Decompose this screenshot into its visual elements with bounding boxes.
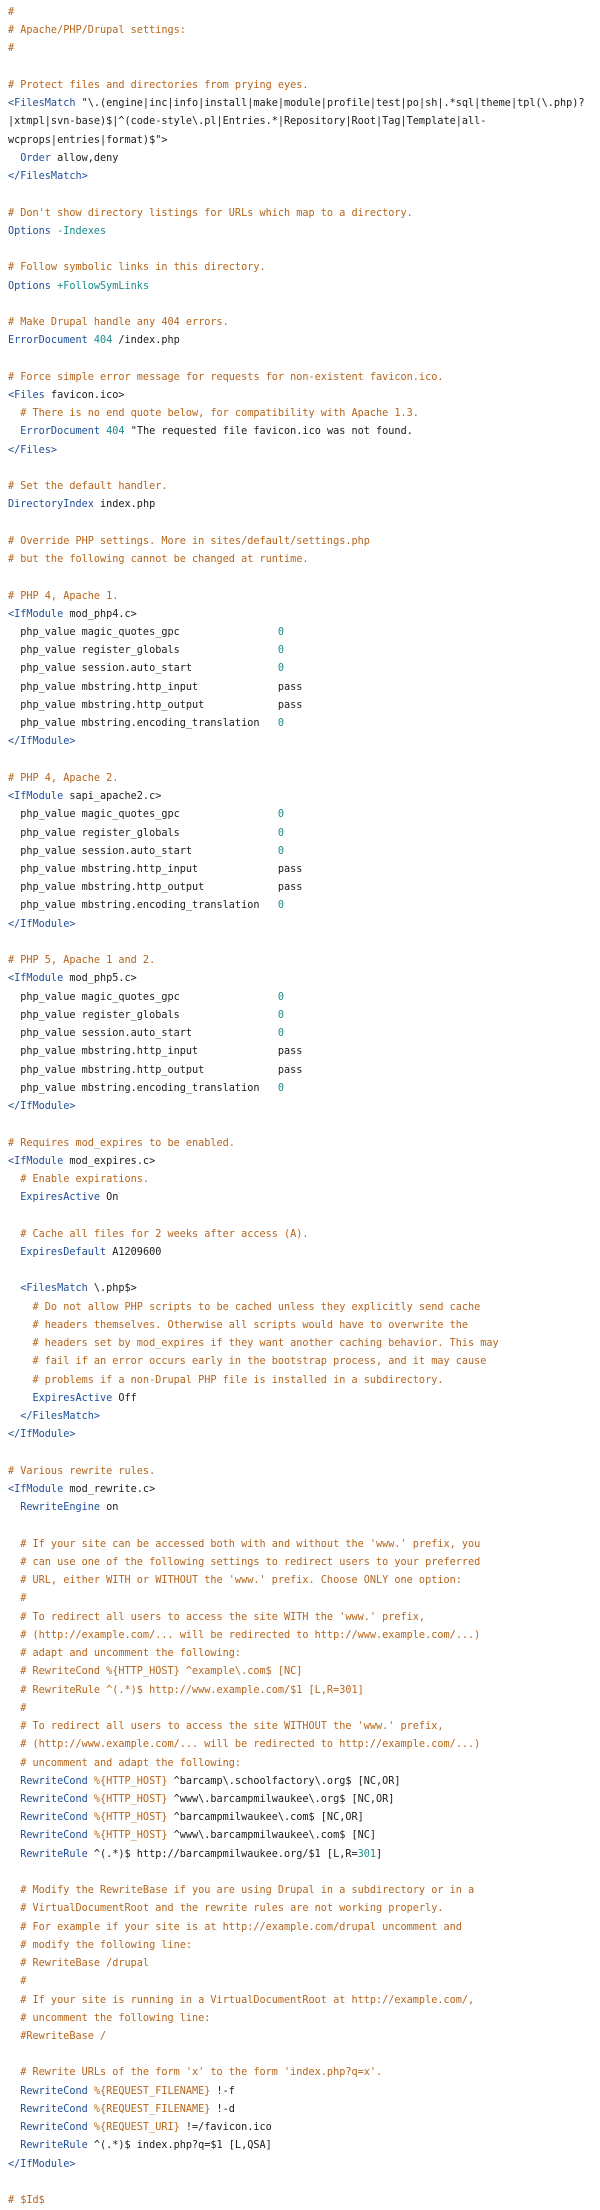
number-token: 301	[357, 1848, 377, 1860]
number-token: 404	[100, 426, 125, 438]
text-token: php_value session.auto_start	[8, 663, 278, 675]
number-token: 0	[277, 663, 285, 675]
number-token: 0	[277, 718, 285, 730]
code-line	[8, 405, 598, 423]
text-token: php_value mbstring.http_output pass	[8, 882, 303, 894]
directive-token: ExpiresActive	[8, 1392, 113, 1404]
comment-token: # Protect files and directories from prying eyes.	[8, 79, 309, 91]
code-line	[8, 496, 598, 514]
comment-token: #	[8, 1976, 27, 1988]
text-token: |xtmpl|svn-base)$|^(code-style\.pl|Entries.*|Repository|Root|Tag|Template|all-	[8, 116, 487, 128]
comment-token: #	[8, 43, 15, 55]
code-line	[8, 588, 598, 606]
code-line	[8, 2028, 598, 2046]
directive-token: Options	[8, 280, 51, 292]
text-token: php_value mbstring.http_input pass	[8, 1046, 303, 1058]
comment-token: # Override PHP settings. More in sites/default/settings.php	[8, 535, 370, 547]
code-line	[8, 970, 598, 988]
text-token: php_value mbstring.http_input pass	[8, 681, 303, 693]
directive-token: <IfModule	[8, 791, 64, 803]
comment-token: %{REQUEST_FILENAME}	[87, 2103, 211, 2115]
comment-token: %{HTTP_HOST}	[87, 1775, 168, 1787]
directive-token: RewriteCond	[8, 2103, 88, 2115]
code-line	[8, 132, 598, 150]
comment-token: # Do not allow PHP scripts to be cached unless they explicitly send cache	[8, 1301, 481, 1313]
code-line	[8, 4, 598, 22]
comment-token: %{HTTP_HOST}	[87, 1812, 168, 1824]
comment-token: # fail if an error occurs early in the bootstrap process, and it may cause	[8, 1356, 487, 1368]
number-token: 0	[277, 900, 285, 912]
code-line	[8, 1572, 598, 1590]
code-line	[8, 1426, 598, 1444]
text-token: !-d	[210, 2103, 235, 2115]
comment-token: # Enable expirations.	[8, 1174, 150, 1185]
comment-token: # headers set by mod_expires if they want another caching behavior. This may	[8, 1338, 499, 1350]
comment-token: #RewriteBase /	[8, 2031, 107, 2043]
code-line	[8, 2137, 598, 2155]
comment-token: #	[8, 1702, 27, 1714]
number-token: 0	[277, 1082, 285, 1094]
comment-token: #	[8, 1593, 27, 1605]
code-line	[8, 825, 598, 843]
code-line	[8, 806, 598, 824]
code-line	[8, 59, 598, 77]
directive-token: RewriteCond	[8, 1812, 88, 1824]
directive-token: </IfModule>	[8, 918, 76, 930]
text-token: on	[100, 1502, 119, 1514]
text-token: php_value magic_quotes_gpc	[8, 626, 278, 638]
directive-token: RewriteCond	[8, 1830, 88, 1842]
directive-token: <FilesMatch	[8, 98, 76, 110]
directive-token: RewriteCond	[8, 1775, 88, 1787]
directive-token: </IfModule>	[8, 2158, 76, 2170]
comment-token: # uncomment and adapt the following:	[8, 1757, 242, 1769]
code-line	[8, 2156, 598, 2174]
code-line	[8, 2064, 598, 2082]
text-token: !=/favicon.ico	[179, 2122, 272, 2134]
code-line	[8, 40, 598, 58]
text-token: index.php	[93, 499, 156, 511]
code-line	[8, 278, 598, 296]
code-line	[8, 1663, 598, 1681]
directive-token: RewriteRule	[8, 2140, 88, 2152]
code-line	[8, 332, 598, 350]
code-line	[8, 1700, 598, 1718]
directive-token: </IfModule>	[8, 1429, 76, 1441]
directive-token: <IfModule	[8, 608, 64, 620]
comment-token: # Various rewrite rules.	[8, 1465, 156, 1477]
code-line	[8, 241, 598, 259]
number-token: 0	[277, 991, 285, 1003]
comment-token: # RewriteBase /drupal	[8, 1958, 150, 1970]
comment-token: # Rewrite URLs of the form 'x' to the form 'index.php?q=x'.	[8, 2067, 383, 2079]
comment-token: # (http://example.com/... will be redirected to http://www.example.com/...)	[8, 1629, 481, 1641]
code-line	[8, 369, 598, 387]
text-token: wcprops|entries|format)$">	[8, 134, 168, 146]
number-token: -Indexes	[50, 225, 107, 237]
code-line	[8, 642, 598, 660]
text-token: php_value register_globals	[8, 1009, 278, 1021]
code-line	[8, 1773, 598, 1791]
text-token: php_value magic_quotes_gpc	[8, 809, 278, 821]
comment-token: # Don't show directory listings for URLs which map to a directory.	[8, 207, 413, 219]
comment-token: # but the following cannot be changed at runtime.	[8, 554, 309, 566]
comment-token: # $Id$	[8, 2195, 45, 2207]
code-line	[8, 1025, 598, 1043]
code-line	[8, 1317, 598, 1335]
text-token: php_value mbstring.encoding_translation	[8, 718, 278, 730]
number-token: +FollowSymLinks	[50, 280, 150, 292]
code-line	[8, 186, 598, 204]
text-token: ]	[376, 1848, 383, 1860]
text-token: ^barcampmilwaukee\.com$ [NC,OR]	[167, 1812, 364, 1824]
directive-token: <Files	[8, 389, 45, 401]
code-line	[8, 314, 598, 332]
code-line	[8, 1280, 598, 1298]
text-token: mod_php4.c>	[63, 608, 137, 620]
code-line	[8, 1827, 598, 1845]
code-line	[8, 624, 598, 642]
code-line	[8, 1335, 598, 1353]
comment-token: # Follow symbolic links in this directory.	[8, 262, 266, 274]
comment-token: # Cache all files for 2 weeks after access (A).	[8, 1228, 309, 1240]
code-line	[8, 113, 598, 131]
code-line	[8, 1372, 598, 1390]
code-line	[8, 350, 598, 368]
comment-token: # To redirect all users to access the site WITHOUT the 'www.' prefix,	[8, 1721, 444, 1733]
code-line	[8, 168, 598, 186]
comment-token: # Set the default handler.	[8, 481, 168, 493]
comment-token: %{HTTP_HOST}	[87, 1793, 168, 1805]
directive-token: Order	[8, 152, 51, 164]
comment-token: # There is no end quote below, for compatibility with Apache 1.3.	[8, 408, 419, 420]
code-line	[8, 1207, 598, 1225]
directive-token: ErrorDocument	[8, 335, 88, 347]
code-line	[8, 478, 598, 496]
text-token: sapi_apache2.c>	[63, 791, 162, 803]
code-line	[8, 989, 598, 1007]
comment-token: # problems if a non-Drupal PHP file is installed in a subdirectory.	[8, 1374, 444, 1386]
number-token: 0	[277, 1028, 285, 1040]
code-line	[8, 606, 598, 624]
directive-token: </IfModule>	[8, 736, 76, 748]
text-token: php_value mbstring.encoding_translation	[8, 1082, 278, 1094]
comment-token: # If your site is running in a VirtualDocumentRoot at http://example.com/,	[8, 1994, 475, 2006]
text-token: A1209600	[106, 1246, 162, 1258]
code-line	[8, 423, 598, 441]
code-line	[8, 788, 598, 806]
directive-token: DirectoryIndex	[8, 499, 94, 511]
code-line	[8, 2119, 598, 2137]
text-token: ^barcamp\.schoolfactory\.org$ [NC,OR]	[167, 1775, 401, 1787]
directive-token: Options	[8, 225, 51, 237]
code-line	[8, 697, 598, 715]
comment-token: # adapt and uncomment the following:	[8, 1648, 242, 1660]
comment-token: # (http://www.example.com/... will be redirected to http://example.com/...)	[8, 1739, 481, 1751]
comment-token: # To redirect all users to access the site WITH the 'www.' prefix,	[8, 1611, 426, 1623]
text-token: php_value magic_quotes_gpc	[8, 991, 278, 1003]
code-line	[8, 952, 598, 970]
code-line	[8, 1499, 598, 1517]
comment-token: # RewriteCond %{HTTP_HOST} ^example\.com$ [NC]	[8, 1666, 303, 1678]
code-line	[8, 1080, 598, 1098]
text-token: ^www\.barcampmilwaukee\.org$ [NC,OR]	[167, 1793, 395, 1805]
directive-token: </FilesMatch>	[8, 1411, 101, 1423]
code-line	[8, 1900, 598, 1918]
code-line	[8, 715, 598, 733]
comment-token: %{REQUEST_FILENAME}	[87, 2085, 211, 2097]
text-token: mod_php5.c>	[63, 973, 137, 985]
text-token: php_value register_globals	[8, 827, 278, 839]
text-token: ^(.*)$ http://barcampmilwaukee.org/$1 [L,R=	[87, 1848, 358, 1860]
code-line	[8, 1062, 598, 1080]
comment-token: # For example if your site is at http://example.com/drupal uncomment and	[8, 1921, 462, 1933]
code-line	[8, 533, 598, 551]
code-line	[8, 2010, 598, 2028]
text-token: mod_expires.c>	[63, 1155, 156, 1167]
code-line	[8, 1919, 598, 1937]
code-line	[8, 2101, 598, 2119]
number-token: 0	[277, 1009, 285, 1021]
code-line	[8, 1189, 598, 1207]
text-token: php_value mbstring.http_input pass	[8, 864, 303, 876]
code-line	[8, 1992, 598, 2010]
code-line	[8, 460, 598, 478]
code-line	[8, 660, 598, 678]
comment-token: # Force simple error message for requests for non-existent favicon.ico.	[8, 371, 444, 383]
code-line	[8, 1481, 598, 1499]
code-line	[8, 1955, 598, 1973]
code-line	[8, 861, 598, 879]
text-token: php_value register_globals	[8, 645, 278, 657]
directive-token: RewriteRule	[8, 1848, 88, 1860]
code-line	[8, 1682, 598, 1700]
code-line	[8, 843, 598, 861]
code-line	[8, 387, 598, 405]
code-line	[8, 205, 598, 223]
directive-token: RewriteCond	[8, 2122, 88, 2134]
comment-token: %{HTTP_HOST}	[87, 1830, 168, 1842]
code-line	[8, 515, 598, 533]
text-token: php_value session.auto_start	[8, 845, 278, 857]
code-line	[8, 1463, 598, 1481]
code-line	[8, 223, 598, 241]
directive-token: <IfModule	[8, 973, 64, 985]
text-token: allow,deny	[50, 152, 119, 164]
code-line	[8, 1809, 598, 1827]
code-line	[8, 1408, 598, 1426]
code-line	[8, 1153, 598, 1171]
code-line	[8, 1007, 598, 1025]
comment-token: # Apache/PHP/Drupal settings:	[8, 25, 186, 37]
code-line	[8, 1864, 598, 1882]
directive-token: ExpiresDefault	[8, 1246, 107, 1258]
code-line	[8, 916, 598, 934]
code-line	[8, 733, 598, 751]
code-line	[8, 879, 598, 897]
text-token: "The requested file favicon.ico was not found.	[124, 426, 413, 438]
code-line	[8, 1226, 598, 1244]
text-token: On	[100, 1192, 119, 1204]
number-token: 404	[87, 335, 113, 347]
code-line	[8, 259, 598, 277]
code-line	[8, 1390, 598, 1408]
code-line	[8, 1973, 598, 1991]
number-token: 0	[277, 827, 285, 839]
htaccess-code-listing	[8, 4, 598, 2210]
code-line	[8, 1244, 598, 1262]
text-token: !-f	[210, 2085, 235, 2097]
text-token: "\.(engine|inc|info|install|make|module|profile|test|po|sh|.*sql|theme|tpl(\.php)?	[75, 98, 585, 110]
code-line	[8, 897, 598, 915]
directive-token: <IfModule	[8, 1155, 64, 1167]
number-token: 0	[277, 809, 285, 821]
code-line	[8, 1736, 598, 1754]
directive-token: <IfModule	[8, 1483, 64, 1495]
code-line	[8, 1937, 598, 1955]
comment-token: # modify the following line:	[8, 1939, 193, 1951]
code-line	[8, 1645, 598, 1663]
number-token: 0	[277, 845, 285, 857]
code-line	[8, 1171, 598, 1189]
code-line	[8, 1353, 598, 1371]
comment-token: # RewriteRule ^(.*)$ http://www.example.com/$1 [L,R=301]	[8, 1684, 364, 1696]
code-line	[8, 1262, 598, 1280]
comment-token: # PHP 5, Apache 1 and 2.	[8, 955, 156, 967]
code-line	[8, 1299, 598, 1317]
directive-token: <FilesMatch	[8, 1283, 88, 1295]
number-token: 0	[277, 645, 285, 657]
code-line	[8, 442, 598, 460]
code-line	[8, 1590, 598, 1608]
code-line	[8, 679, 598, 697]
text-token: favicon.ico>	[44, 389, 125, 401]
code-line	[8, 2046, 598, 2064]
directive-token: RewriteCond	[8, 2085, 88, 2097]
code-line	[8, 2174, 598, 2192]
code-line	[8, 752, 598, 770]
code-line	[8, 1554, 598, 1572]
text-token: mod_rewrite.c>	[63, 1483, 156, 1495]
comment-token: #	[8, 7, 15, 18]
code-line	[8, 1135, 598, 1153]
directive-token: RewriteCond	[8, 1793, 88, 1805]
code-line	[8, 1116, 598, 1134]
code-line	[8, 150, 598, 168]
code-line	[8, 1517, 598, 1535]
comment-token: # headers themselves. Otherwise all scripts would have to overwrite the	[8, 1319, 469, 1331]
text-token: php_value mbstring.http_output pass	[8, 699, 303, 711]
code-line	[8, 1609, 598, 1627]
text-token: php_value session.auto_start	[8, 1028, 278, 1040]
directive-token: ErrorDocument	[8, 426, 101, 438]
code-line	[8, 22, 598, 40]
code-line	[8, 2083, 598, 2101]
code-line	[8, 934, 598, 952]
code-line	[8, 1536, 598, 1554]
comment-token: # PHP 4, Apache 2.	[8, 772, 119, 784]
code-line	[8, 569, 598, 587]
directive-token: </IfModule>	[8, 1101, 76, 1113]
comment-token: # Make Drupal handle any 404 errors.	[8, 316, 229, 328]
directive-token: </Files>	[8, 444, 58, 456]
comment-token: # can use one of the following settings to redirect users to your preferred	[8, 1556, 481, 1568]
code-line	[8, 1043, 598, 1061]
code-line	[8, 770, 598, 788]
code-line	[8, 1755, 598, 1773]
comment-token: # Modify the RewriteBase if you are using Drupal in a subdirectory or in a	[8, 1885, 475, 1897]
comment-token: # URL, either WITH or WITHOUT the 'www.' prefix. Choose ONLY one option:	[8, 1575, 462, 1587]
text-token: \.php$>	[87, 1283, 137, 1295]
code-line	[8, 1098, 598, 1116]
text-token: ^www\.barcampmilwaukee\.com$ [NC]	[167, 1830, 377, 1842]
code-line	[8, 1627, 598, 1645]
code-line	[8, 1718, 598, 1736]
code-line	[8, 1882, 598, 1900]
code-line	[8, 551, 598, 569]
text-token: php_value mbstring.encoding_translation	[8, 900, 278, 912]
comment-token: # uncomment the following line:	[8, 2012, 211, 2024]
code-line	[8, 1445, 598, 1463]
comment-token: %{REQUEST_URI}	[87, 2122, 180, 2134]
code-line	[8, 1791, 598, 1809]
code-line	[8, 77, 598, 95]
directive-token: RewriteEngine	[8, 1502, 101, 1514]
directive-token: ExpiresActive	[8, 1192, 101, 1204]
text-token: php_value mbstring.http_output pass	[8, 1064, 303, 1076]
comment-token: # VirtualDocumentRoot and the rewrite rules are not working properly.	[8, 1903, 444, 1915]
text-token: /index.php	[112, 335, 180, 347]
code-line	[8, 296, 598, 314]
comment-token: # PHP 4, Apache 1.	[8, 590, 119, 602]
comment-token: # Requires mod_expires to be enabled.	[8, 1137, 235, 1149]
comment-token: # If your site can be accessed both with and without the 'www.' prefix, you	[8, 1538, 481, 1550]
code-line	[8, 1846, 598, 1864]
number-token: 0	[277, 626, 285, 638]
code-line	[8, 95, 598, 113]
code-line	[8, 2192, 598, 2210]
text-token: Off	[112, 1392, 137, 1404]
directive-token: </FilesMatch>	[8, 171, 88, 183]
text-token: ^(.*)$ index.php?q=$1 [L,QSA]	[87, 2140, 272, 2152]
